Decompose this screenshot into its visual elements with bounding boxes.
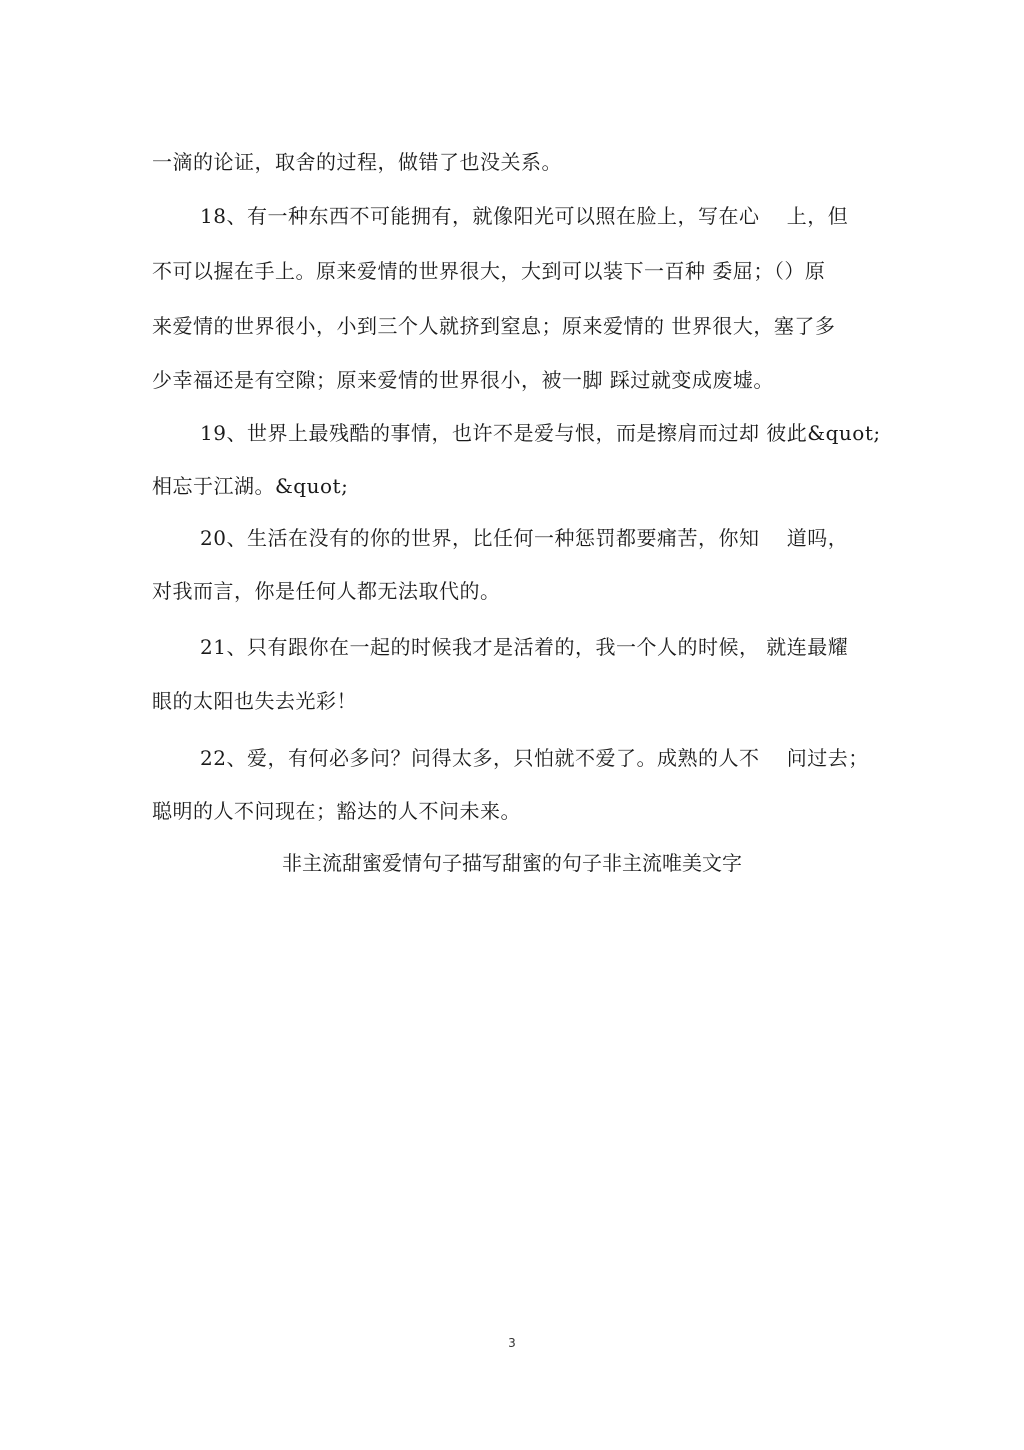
paragraph-line: 22、爱，有何必多问？问得太多，只怕就不爱了。成熟的人不 问过去； [200,746,869,770]
paragraph-line: 19、世界上最残酷的事情，也许不是爱与恨，而是擦肩而过却 彼此&quot; [200,421,881,445]
paragraph-line: 20、生活在没有的你的世界，比任何一种惩罚都要痛苦，你知 道吗， [200,526,849,550]
paragraph-line: 一滴的论证，取舍的过程，做错了也没关系。 [152,150,562,174]
paragraph-line: 相忘于江湖。&quot; [152,474,349,498]
paragraph-line: 18、有一种东西不可能拥有，就像阳光可以照在脸上，写在心 上，但 [200,204,849,228]
page-number: 3 [508,1336,516,1350]
paragraph-line: 眼的太阳也失去光彩！ [152,689,357,713]
paragraph-line: 少幸福还是有空隙；原来爱情的世界很小，被一脚 踩过就变成废墟。 [152,368,774,392]
paragraph-line: 21、只有跟你在一起的时候我才是活着的，我一个人的时候， 就连最耀 [200,635,849,659]
paragraph-line: 不可以握在手上。原来爱情的世界很大，大到可以装下一百种 委屈；（）原 [152,259,826,283]
paragraph-line: 聪明的人不问现在；豁达的人不问未来。 [152,799,521,823]
document-footer-title: 非主流甜蜜爱情句子描写甜蜜的句子非主流唯美文字 [282,851,742,875]
paragraph-line: 对我而言，你是任何人都无法取代的。 [152,579,501,603]
paragraph-line: 来爱情的世界很小，小到三个人就挤到窒息；原来爱情的 世界很大，塞了多 [152,314,836,338]
